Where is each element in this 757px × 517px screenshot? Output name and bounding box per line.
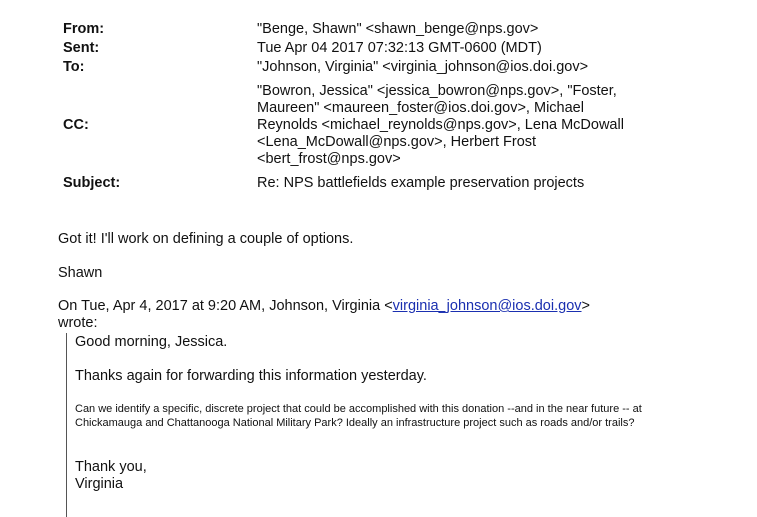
email-header: [63, 20, 703, 194]
cc-label: CC:: [63, 116, 89, 133]
subject-label: Subject:: [63, 174, 121, 191]
quote-closing: Thank you,: [75, 459, 147, 475]
reply-text: Got it! I'll work on defining a couple of options.: [58, 231, 354, 247]
from-row: [63, 20, 703, 39]
quote-name: Virginia: [75, 476, 124, 492]
cc-line: <Lena_McDowall@nps.gov>, Herbert Frost: [257, 133, 537, 150]
attribution-wrote: wrote:: [58, 315, 98, 331]
from-value: "Benge, Shawn" <shawn_benge@nps.gov>: [257, 21, 539, 37]
quote-attribution: [58, 298, 698, 332]
cc-line: "Bowron, Jessica" <jessica_bowron@nps.gov>, "Foster,: [257, 82, 617, 99]
sent-row: [63, 39, 703, 58]
quote-question: Can we identify a specific, discrete project that could be accomplished with this donation --and in the near future -- at Chickamauga and Chattanooga National Military Park? Ideally an infrastructure project such as roads and/or trails?: [75, 403, 642, 429]
to-value: "Johnson, Virginia" <virginia_johnson@ios.doi.gov>: [257, 59, 589, 75]
quote-thanks: Thanks again for forwarding this information yesterday.: [75, 368, 427, 384]
cc-value: [257, 83, 703, 168]
quote-signoff: [75, 459, 147, 493]
from-label: From:: [63, 21, 105, 37]
quoted-message: [66, 333, 706, 517]
sent-label: Sent:: [63, 40, 100, 56]
cc-line: Reynolds <michael_reynolds@nps.gov>, Lena McDowall: [257, 116, 624, 133]
to-label: To:: [63, 59, 85, 75]
reply-signature: Shawn: [58, 265, 103, 281]
attribution-suffix: >: [581, 298, 590, 314]
attribution-prefix: On Tue, Apr 4, 2017 at 9:20 AM, Johnson, Virginia <: [58, 298, 393, 314]
cc-line: Maureen" <maureen_foster@ios.doi.gov>, Michael: [257, 99, 584, 116]
sender-email-link[interactable]: virginia_johnson@ios.doi.gov: [392, 298, 582, 314]
cc-row: [63, 80, 703, 170]
subject-value: Re: NPS battlefields example preservation projects: [257, 174, 585, 191]
to-row: [63, 58, 703, 77]
quote-greeting: Good morning, Jessica.: [75, 334, 228, 350]
sent-value: Tue Apr 04 2017 07:32:13 GMT-0600 (MDT): [257, 40, 542, 56]
cc-line: <bert_frost@nps.gov>: [257, 150, 401, 167]
subject-row: [63, 172, 703, 194]
